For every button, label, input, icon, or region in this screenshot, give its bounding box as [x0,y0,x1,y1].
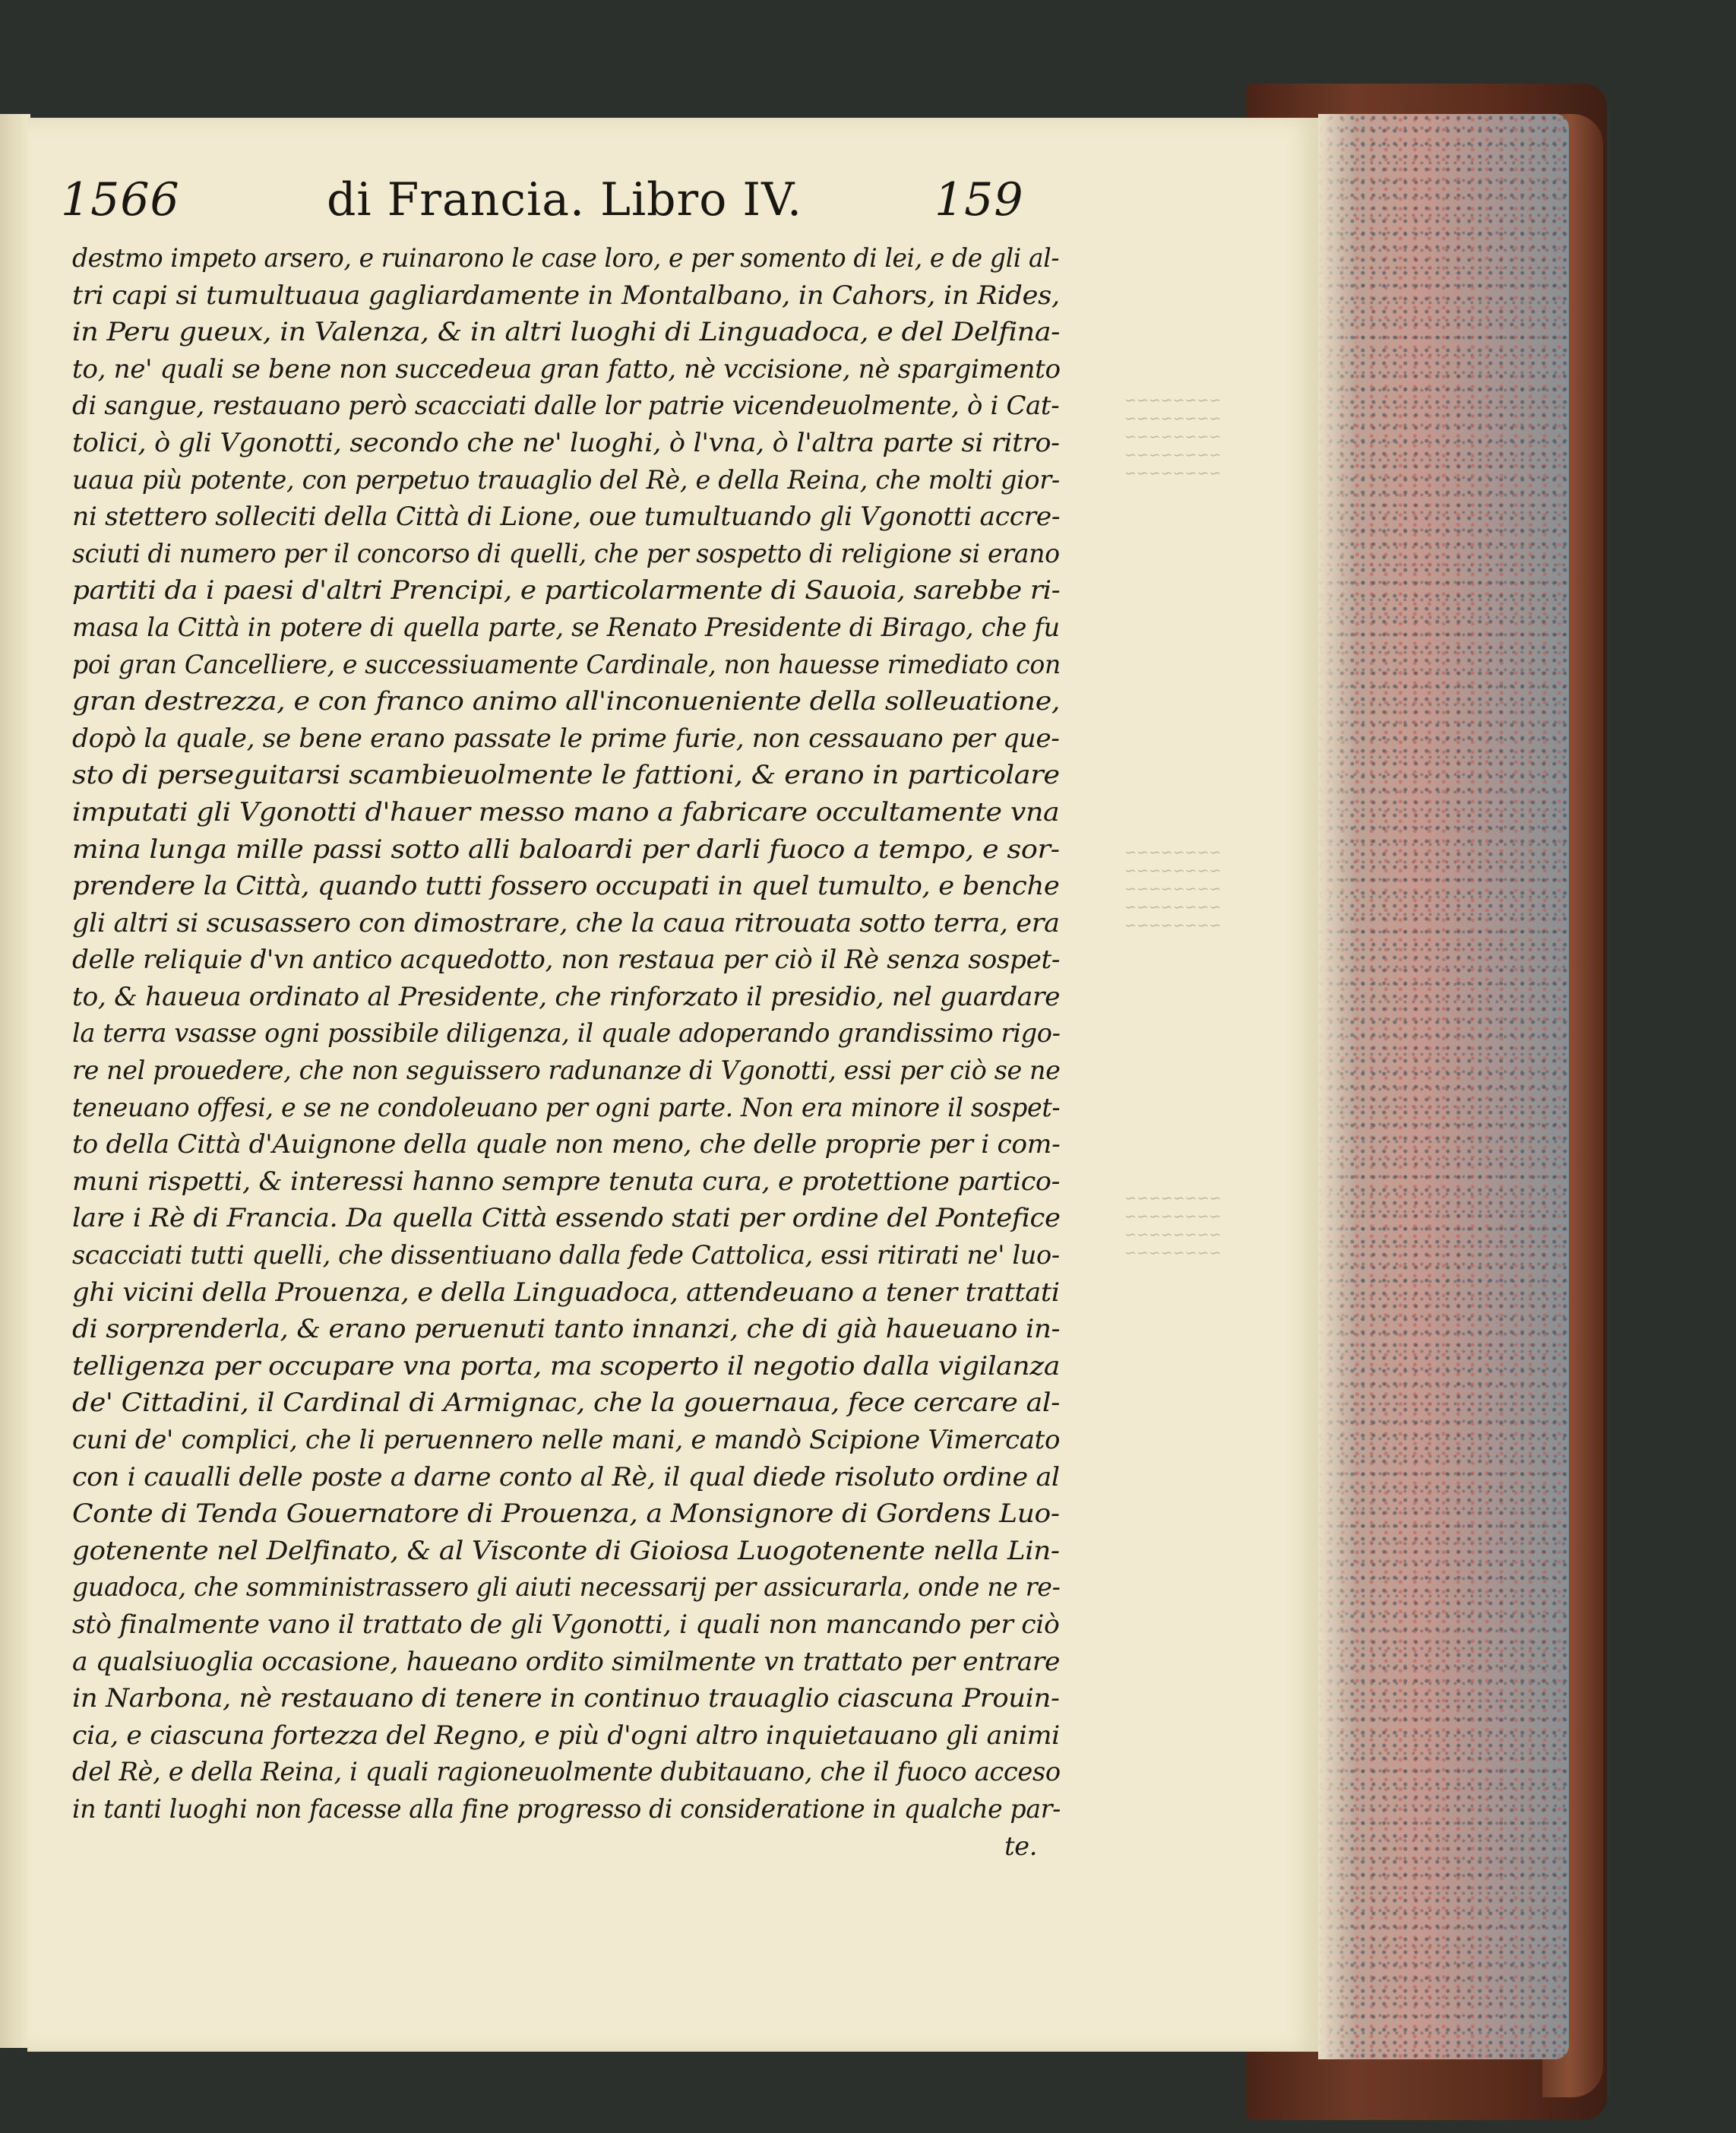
text-line: to della Città d'Auignone della quale non meno, che delle proprie per i com- [72,1129,1061,1160]
text-line: Conte di Tenda Gouernatore di Prouenza, a Monsignore di Gordens Luo- [72,1498,1060,1529]
text-line: la terra vsasse ogni possibile diligenza, il quale adoperando grandissimo rigo- [72,1018,1061,1049]
text-line: sciuti di numero per il concorso di quelli, che per sospetto di religione si erano [72,538,1060,568]
text-line: guadoca, che somministrassero gli aiuti necessarij per assicurarla, onde ne re- [72,1572,1061,1603]
text-line: teneuano offesi, e se ne condoleuano per ogni parte. Non era minore il sospet- [72,1092,1061,1122]
bleed-through-note: ~~~~~~~~ ~~~~~~~~ ~~~~~~~~ ~~~~~~~~ ~~~~~~~~ [1124,392,1222,482]
header-title: di Francia. Libro IV. [327,173,803,226]
text-line: con i caualli delle poste a darne conto al Rè, il qual diede risoluto ordine al [72,1461,1060,1492]
text-line: to, & haueua ordinato al Presidente, che rinforzato il presidio, nel guardare [72,981,1061,1011]
bleed-through-note: ~~~~~~~~ ~~~~~~~~ ~~~~~~~~ ~~~~~~~~ [1124,1190,1222,1261]
text-line: re nel prouedere, che non seguissero radunanze di Vgonotti, essi per ciò se ne [72,1055,1061,1086]
text-line: di sorprenderla, & erano peruenuti tanto innanzi, che di già haueuano in- [72,1314,1061,1344]
text-line: uaua più potente, con perpetuo trauaglio del Rè, e della Reina, che molti gior- [72,464,1060,495]
text-line: in tanti luoghi non facesse alla fine progresso di consideratione in qualche par- [72,1793,1061,1824]
text-line: de' Cittadini, il Cardinal di Armignac, che la gouernaua, fece cercare al- [72,1388,1061,1418]
running-header [61,173,1064,234]
text-line: scacciati tutti quelli, che dissentiuano dalla fede Cattolica, essi ritirati ne' luo- [72,1240,1060,1271]
text-line: to, ne' quali se bene non succedeua gran fatto, nè vccisione, nè spargimento [72,353,1061,384]
text-line: prendere la Città, quando tutti fossero occupati in quel tumulto, e benche [72,871,1060,901]
text-line: lare i Rè di Francia. Da quella Città essendo stati per ordine del Pontefice [72,1203,1061,1233]
text-line: mina lunga mille passi sotto alli baloardi per darli fuoco a tempo, e sor- [72,834,1060,864]
text-line: tolici, ò gli Vgonotti, secondo che ne' luoghi, ò l'vna, ò l'altra parte si ritro- [72,427,1060,457]
text-line: tri capi si tumultuaua gagliardamente in Montalbano, in Cahors, in Rides, [72,280,1060,310]
text-line: in Peru gueux, in Valenza, & in altri luoghi di Linguadoca, e del Delfina- [72,317,1061,347]
text-line: ni stettero solleciti della Città di Lione, oue tumultuando gli Vgonotti accre- [72,502,1061,532]
catchword: te. [1004,1831,1037,1861]
text-line: stò finalmente vano il trattato de gli Vgonotti, i quali non mancando per ciò [72,1609,1060,1639]
text-line: poi gran Cancelliere, e successiuamente Cardinale, non hauesse rimediato con [72,649,1061,679]
text-line: cia, e ciascuna fortezza del Regno, e più d'ogni altro inquietauano gli animi [72,1720,1060,1750]
folio-number: 159 [934,173,1024,226]
text-line: in Narbona, nè restauano di tenere in continuo trauaglio ciascuna Prouin- [72,1683,1060,1714]
text-line: delle reliquie d'vn antico acquedotto, non restaua per ciò il Rè senza sospet- [72,945,1061,975]
text-line: imputati gli Vgonotti d'hauer messo mano a fabricare occultamente vna [72,796,1060,827]
text-line: muni rispetti, & interessi hanno sempre tenuta cura, e protettione partico- [72,1166,1061,1196]
text-line: sto di perseguitarsi scambieuolmente le fattioni, & erano in particolare [72,760,1060,790]
text-line: del Rè, e della Reina, i quali ragioneuolmente dubitauano, che il fuoco acceso [72,1757,1061,1787]
text-line: telligenza per occupare vna porta, ma scoperto il negotio dalla vigilanza [72,1350,1061,1381]
text-line: cuni de' complici, che li peruennero nelle mani, e mandò Scipione Vimercato [72,1425,1061,1454]
text-line: gotenente nel Delfinato, & al Visconte di Gioiosa Luogotenente nella Lin- [72,1535,1060,1565]
text-line: partiti da i paesi d'altri Prencipi, e particolarmente di Sauoia, sarebbe ri- [72,575,1061,606]
text-line: destmo impeto arsero, e ruinarono le case loro, e per somento di lei, e de gli al- [72,243,1060,273]
text-line: gli altri si scusassero con dimostrare, che la caua ritrouata sotto terra, era [72,907,1060,938]
text-line: a qualsiuoglia occasione, haueano ordito similmente vn trattato per entrare [72,1646,1061,1676]
page-gutter-shade [1318,114,1356,2059]
body-text [72,240,1060,1865]
text-line: di sangue, restauano però scacciati dalle lor patrie vicendeuolmente, ò i Cat- [72,391,1060,421]
facing-page-edge [0,114,30,2048]
text-line: ghi vicini della Prouenza, e della Linguadoca, attendeuano a tener trattati [72,1277,1060,1307]
text-line: masa la Città in potere di quella parte, se Renato Presidente di Birago, che fu [72,612,1060,642]
header-year: 1566 [61,173,180,226]
text-line: dopò la quale, se bene erano passate le prime furie, non cessauano per que- [72,723,1060,753]
text-line: gran destrezza, e con franco animo all'inconueniente della solleuatione, [72,686,1061,717]
bleed-through-note: ~~~~~~~~ ~~~~~~~~ ~~~~~~~~ ~~~~~~~~ ~~~~~~~~ [1124,844,1222,934]
